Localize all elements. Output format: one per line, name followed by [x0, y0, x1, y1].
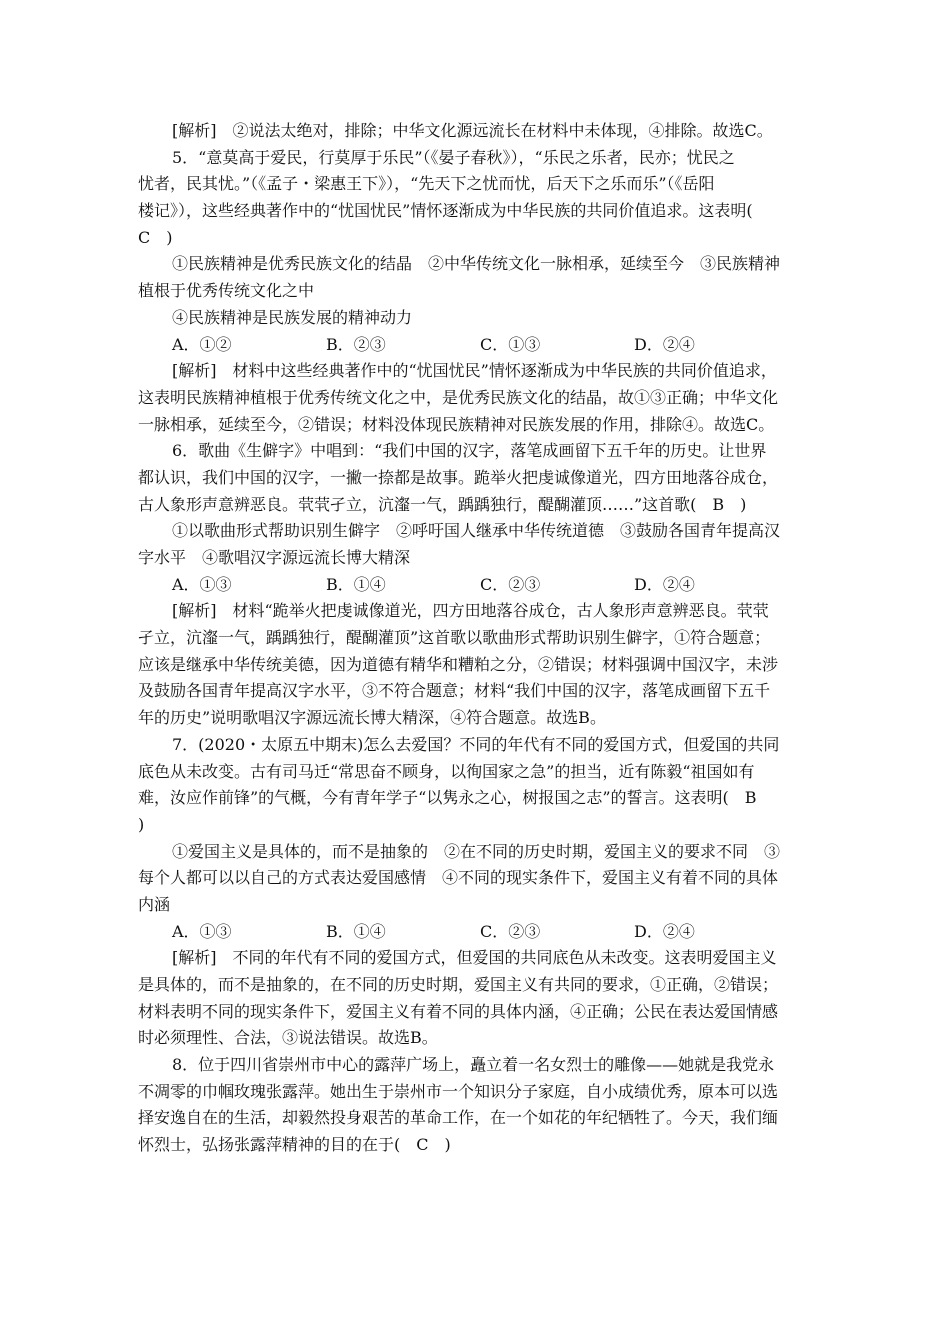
text-line: 孑立，沆瀣一气，踽踽独行，醍醐灌顶”这首歌以歌曲形式帮助识别生僻字，①符合题意； [138, 628, 771, 648]
text-line: 古人象形声意辨恶良。茕茕孑立，沆瀣一气，踽踽独行，醍醐灌顶……”这首歌( B ) [138, 494, 747, 514]
answer-option: A．①③ [172, 921, 232, 941]
text-line: 不凋零的巾帼玫瑰张露萍。她出生于崇州市一个知识分子家庭，自小成绩优秀，原本可以选 [138, 1081, 779, 1101]
text-line: 时必须理性、合法，③说法错误。故选B。 [138, 1028, 438, 1048]
text-line: ①以歌曲形式帮助识别生僻字 ②呼吁国人继承中华传统道德 ③鼓励各国青年提高汉 [172, 521, 781, 541]
text-line: ) [138, 814, 145, 834]
text-line: [解析] ②说法太绝对，排除；中华文化源远流长在材料中未体现，④排除。故选C。 [172, 121, 773, 140]
answer-option: B．①④ [326, 574, 386, 594]
text-line: C ) [138, 227, 173, 247]
answer-options [138, 572, 818, 599]
text-line: ①爱国主义是具体的，而不是抽象的 ②在不同的历史时期，爱国主义的要求不同 ③ [172, 841, 781, 861]
text-line: 是具体的，而不是抽象的，在不同的历史时期，爱国主义有共同的要求，①正确，②错误； [138, 975, 779, 994]
answer-option: D．②④ [634, 574, 695, 594]
text-line: 材料表明不同的现实条件下，爱国主义有着不同的具体内涵，④正确；公民在表达爱国情感 [138, 1001, 779, 1021]
text-line: 8．位于四川省崇州市中心的露萍广场上，矗立着一名女烈士的雕像——她就是我党永 [172, 1055, 775, 1075]
text-line: 楼记》），这些经典著作中的“忧国忧民”情怀逐渐成为中华民族的共同价值追求。这表明( [138, 201, 753, 221]
answer-options [138, 332, 818, 359]
text-line: [解析] 材料中这些经典著作中的“忧国忧民”情怀逐渐成为中华民族的共同价值追求， [172, 361, 777, 381]
answer-option: C．①③ [480, 334, 541, 354]
text-line: 择安逸自在的生活，却毅然投身艰苦的革命工作，在一个如花的年纪牺牲了。今天，我们缅 [138, 1108, 779, 1128]
text-line: 每个人都可以以自己的方式表达爱国感情 ④不同的现实条件下，爱国主义有着不同的具体 [138, 868, 779, 888]
answer-option: C．②③ [480, 574, 541, 594]
text-line: 年的历史”说明歌唱汉字源远流长博大精深，④符合题意。故选B。 [138, 708, 606, 728]
answer-option: D．②④ [634, 334, 695, 354]
answer-options [138, 919, 818, 946]
answer-option: B．②③ [326, 334, 386, 354]
text-line: 5．“意莫高于爱民，行莫厚于乐民”（《晏子春秋》），“乐民之乐者，民亦；忧民之 [172, 147, 735, 167]
text-line: [解析] 不同的年代有不同的爱国方式，但爱国的共同底色从未改变。这表明爱国主义 [172, 948, 777, 968]
text-line: 底色从未改变。古有司马迁“常思奋不顾身，以徇国家之急”的担当，近有陈毅“祖国如有 [138, 761, 755, 781]
text-line: 这表明民族精神植根于优秀传统文化之中，是优秀民族文化的结晶，故①③正确；中华文化 [138, 387, 779, 407]
text-line: 难，汝应作前锋”的气概，今有青年学子“以隽永之心，树报国之志”的誓言。这表明( B [138, 788, 757, 808]
text-line: ④民族精神是民族发展的精神动力 [172, 307, 413, 327]
text-line: 忧者，民其忧。”（《孟子・梁惠王下》），“先天下之忧而忧，后天下之乐而乐”（《岳阳 [138, 174, 715, 194]
answer-option: B．①④ [326, 921, 386, 941]
answer-option: C．②③ [480, 921, 541, 941]
text-line: 内涵 [138, 894, 171, 914]
text-line: 6．歌曲《生僻字》中唱到：“我们中国的汉字，落笔成画留下五千年的历史。让世界 [172, 441, 767, 461]
answer-option: D．②④ [634, 921, 695, 941]
text-line: 怀烈士，弘扬张露萍精神的目的在于( C ) [138, 1135, 451, 1155]
answer-option: A．①③ [172, 574, 232, 594]
text-line: 应该是继承中华传统美德，因为道德有精华和糟粕之分，②错误；材料强调中国汉字，未涉 [138, 654, 779, 674]
text-line: 7．(2020・太原五中期末)怎么去爱国？不同的年代有不同的爱国方式，但爱国的共同 [172, 734, 780, 754]
text-line: 都认识，我们中国的汉字，一撇一捺都是故事。跪举火把虔诚像道光，四方田地落谷成仓， [138, 467, 779, 487]
answer-option: A．①② [172, 334, 232, 354]
text-line: ①民族精神是优秀民族文化的结晶 ②中华传统文化一脉相承，延续至今 ③民族精神 [172, 254, 781, 274]
text-line: 一脉相承，延续至今，②错误；材料没体现民族精神对民族发展的作用，排除④。故选C。 [138, 414, 775, 434]
text-line: 植根于优秀传统文化之中 [138, 281, 315, 301]
text-line: [解析] 材料“跪举火把虔诚像道光，四方田地落谷成仓，古人象形声意辨恶良。茕茕 [172, 601, 769, 621]
document-body [138, 118, 818, 1159]
text-line: 字水平 ④歌唱汉字源远流长博大精深 [138, 548, 411, 567]
text-line: 及鼓励各国青年提高汉字水平，③不符合题意；材料“我们中国的汉字，落笔成画留下五千 [138, 681, 771, 701]
